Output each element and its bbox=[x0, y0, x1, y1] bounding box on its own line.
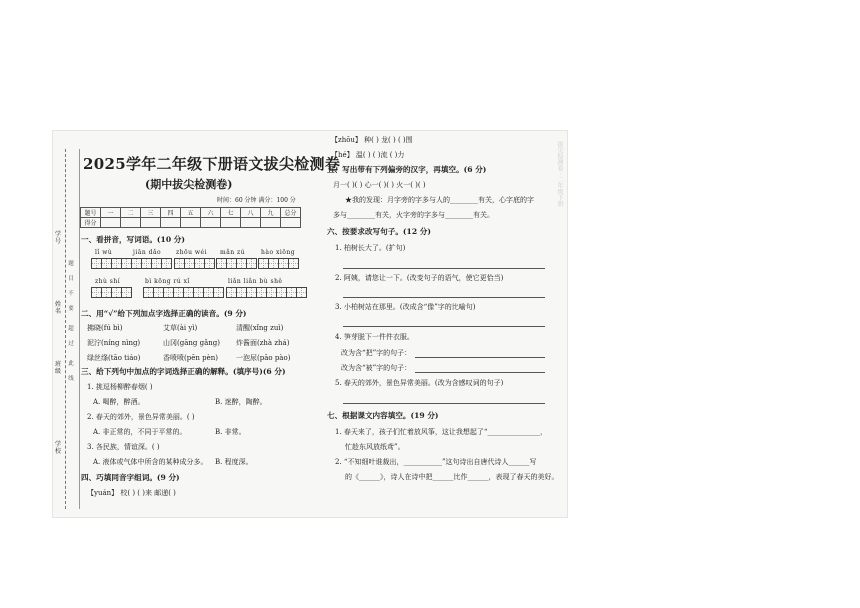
score-header-cell: 八 bbox=[241, 208, 261, 218]
pinyin-label: bì kōng rú xǐ bbox=[145, 278, 190, 285]
answer-line[interactable] bbox=[343, 326, 545, 327]
reading-option[interactable]: 炸酱面(zhà zhá) bbox=[236, 339, 290, 347]
writing-grid[interactable] bbox=[143, 287, 223, 298]
score-input-cell[interactable] bbox=[161, 218, 181, 228]
binding-label-school: 学校 bbox=[54, 441, 61, 455]
binding-mark: 要 bbox=[68, 306, 74, 312]
writing-grid[interactable] bbox=[174, 258, 214, 269]
reading-option[interactable]: 泥泞(níng nìng) bbox=[87, 339, 141, 347]
score-table bbox=[80, 207, 301, 228]
question-text: 1. 柏树长大了。(扩句) bbox=[335, 244, 406, 252]
question-text: 3. 各民族，情谊深。( ) bbox=[87, 443, 160, 451]
score-input-cell[interactable] bbox=[201, 218, 221, 228]
writing-grid[interactable] bbox=[91, 287, 131, 298]
homophone-row[interactable]: 【hé】 温( ) ( )流 ( )力 bbox=[331, 151, 405, 159]
binding-mark: 题 bbox=[68, 261, 74, 267]
section-5-heading: 五、写出带有下列偏旁的汉字，再填空。(6 分) bbox=[327, 165, 487, 174]
answer-option: A. 液体或气体中所含的某种成分多。 bbox=[93, 458, 208, 466]
question-text: 2. 阿姨，请您让一下。(改变句子的语气，使它更恰当) bbox=[335, 274, 504, 282]
answer-option: A. 喝醉，醉酒。 bbox=[93, 398, 145, 406]
question-text: 2. “不知细叶谁裁出，___________”这句诗出自唐代诗人______写 bbox=[335, 458, 537, 466]
score-input-cell[interactable] bbox=[261, 218, 281, 228]
reading-option[interactable]: 香喷喷(pēn pèn) bbox=[163, 354, 218, 362]
answer-line[interactable] bbox=[415, 372, 545, 373]
discovery-note: 多与________有关，火字旁的字多与________有关。 bbox=[333, 211, 494, 219]
section-4-heading: 四、巧填同音字组词。(9 分) bbox=[81, 473, 180, 482]
pinyin-label: mǎn zú bbox=[220, 249, 246, 256]
binding-label-name: 姓名 bbox=[54, 301, 61, 315]
score-input-cell[interactable] bbox=[221, 218, 241, 228]
answer-option: A. 非正常的，不同于平常的。 bbox=[93, 428, 187, 436]
question-subtext: 改为含“把”字的句子： bbox=[341, 349, 412, 357]
binding-mark: 超 bbox=[68, 326, 74, 332]
question-text: 4. 笋芽脱下一件件衣服。 bbox=[335, 333, 414, 341]
pinyin-label: zhù shí bbox=[95, 278, 121, 285]
question-text: 1. 春天来了，孩子们忙着放风筝，这让我想起了“_______________， bbox=[335, 428, 547, 436]
reading-option[interactable]: 拂晓(fú bì) bbox=[87, 324, 123, 332]
answer-option: B. 程度深。 bbox=[215, 458, 253, 466]
score-input-cell[interactable] bbox=[181, 218, 201, 228]
answer-line[interactable] bbox=[415, 357, 545, 358]
homophone-row[interactable]: 【yuán】 校( ) ( )来 邮递( ) bbox=[87, 489, 176, 497]
question-text: 2. 春天的郊外，景色异常美丽。( ) bbox=[87, 413, 195, 421]
question-text: 忙趁东风放纸鸢”。 bbox=[345, 443, 405, 451]
section-1-heading: 一、看拼音，写词语。(10 分) bbox=[81, 235, 185, 244]
reading-option[interactable]: 艾草(ài yì) bbox=[163, 324, 198, 332]
binding-seal-line bbox=[79, 149, 80, 509]
writing-grid[interactable] bbox=[131, 258, 171, 269]
pinyin-label: liǎn liǎn bù shě bbox=[228, 278, 283, 285]
binding-mark: 此 bbox=[68, 361, 74, 367]
answer-line[interactable] bbox=[343, 297, 545, 298]
question-text: 的《______》，诗人在诗中把______比作______，表现了春天的美好。 bbox=[345, 473, 559, 481]
writing-grid[interactable] bbox=[258, 258, 298, 269]
watermark-stamp: 拔尖检测卷 · 二年级下册 bbox=[556, 141, 563, 207]
binding-cut-line bbox=[65, 149, 66, 509]
binding-label-class: 班级 bbox=[54, 361, 61, 375]
section-2-heading: 二、用“√”给下列加点字选择正确的读音。(9 分) bbox=[81, 309, 247, 318]
exam-title: 2025学年二年级下册语文拔尖检测卷 bbox=[83, 155, 341, 173]
score-input-cell[interactable] bbox=[121, 218, 141, 228]
reading-option[interactable]: 清醒(xǐng zuì) bbox=[236, 324, 284, 332]
score-header-cell: 一 bbox=[101, 208, 121, 218]
binding-mark: 过 bbox=[68, 341, 74, 347]
score-header-cell: 五 bbox=[181, 208, 201, 218]
pinyin-label: hào xiōng bbox=[261, 249, 296, 256]
score-label-cell: 得分 bbox=[81, 218, 101, 228]
question-text: 5. 春天的郊外，景色异常美丽。(改为含感叹词的句子) bbox=[335, 379, 504, 387]
homophone-row[interactable]: 【zhōu】 种( ) 龙( ) ( )围 bbox=[331, 136, 413, 144]
writing-grid[interactable] bbox=[91, 258, 131, 269]
section-6-heading: 六、按要求改写句子。(12 分) bbox=[327, 227, 431, 236]
score-header-cell: 二 bbox=[121, 208, 141, 218]
score-header-cell: 九 bbox=[261, 208, 281, 218]
score-header-cell: 三 bbox=[141, 208, 161, 218]
score-header-cell: 四 bbox=[161, 208, 181, 218]
score-input-cell[interactable] bbox=[141, 218, 161, 228]
pinyin-label: lǐ wù bbox=[95, 249, 113, 256]
section-7-heading: 七、根据课文内容填空。(19 分) bbox=[327, 411, 439, 420]
score-header-cell: 七 bbox=[221, 208, 241, 218]
score-input-cell[interactable] bbox=[281, 218, 301, 228]
score-header-cell: 六 bbox=[201, 208, 221, 218]
section-3-heading: 三、给下列句中加点的字词选择正确的解释。(填序号)(6 分) bbox=[81, 367, 286, 376]
writing-grid[interactable] bbox=[226, 287, 306, 298]
pinyin-label: jiān dǎo bbox=[133, 249, 162, 256]
score-header-cell: 总分 bbox=[281, 208, 301, 218]
reading-option[interactable]: 一泡尿(pāo pào) bbox=[236, 354, 291, 362]
score-input-cell[interactable] bbox=[101, 218, 121, 228]
pinyin-label: zhōu wéi bbox=[176, 249, 208, 256]
discovery-note: ★我的发现：月字旁的字多与人的________有关，心字底的字 bbox=[345, 196, 534, 204]
answer-option: B. 迷醉，陶醉。 bbox=[215, 398, 267, 406]
exam-paper bbox=[52, 130, 568, 518]
binding-label-student-id: 学号 bbox=[54, 231, 61, 245]
answer-option: B. 非常。 bbox=[215, 428, 246, 436]
reading-option[interactable]: 山冈(gāng gǎng) bbox=[163, 339, 220, 347]
reading-option[interactable]: 绿丝绦(tāo tiáo) bbox=[87, 354, 141, 362]
binding-mark: 目 bbox=[68, 276, 74, 282]
exam-subtitle: (期中拔尖检测卷) bbox=[145, 178, 233, 191]
question-text: 3. 小柏树站在那里。(改成含“像”字的比喻句) bbox=[335, 303, 476, 311]
score-input-cell[interactable] bbox=[241, 218, 261, 228]
binding-mark: 线 bbox=[68, 376, 74, 382]
score-header-cell: 题号 bbox=[81, 208, 101, 218]
answer-line[interactable] bbox=[343, 268, 545, 269]
answer-line[interactable] bbox=[343, 403, 545, 404]
time-info: 时间：60 分钟 满分：100 分 bbox=[217, 197, 296, 204]
writing-grid[interactable] bbox=[216, 258, 256, 269]
radical-row[interactable]: 月一( )( ) 心一( )( ) 火一( )( ) bbox=[333, 181, 426, 189]
question-text: 1. 挑逗杨柳醉春烟( ) bbox=[87, 383, 153, 391]
question-subtext: 改为含“被”字的句子： bbox=[341, 364, 412, 372]
binding-mark: 不 bbox=[68, 291, 74, 297]
